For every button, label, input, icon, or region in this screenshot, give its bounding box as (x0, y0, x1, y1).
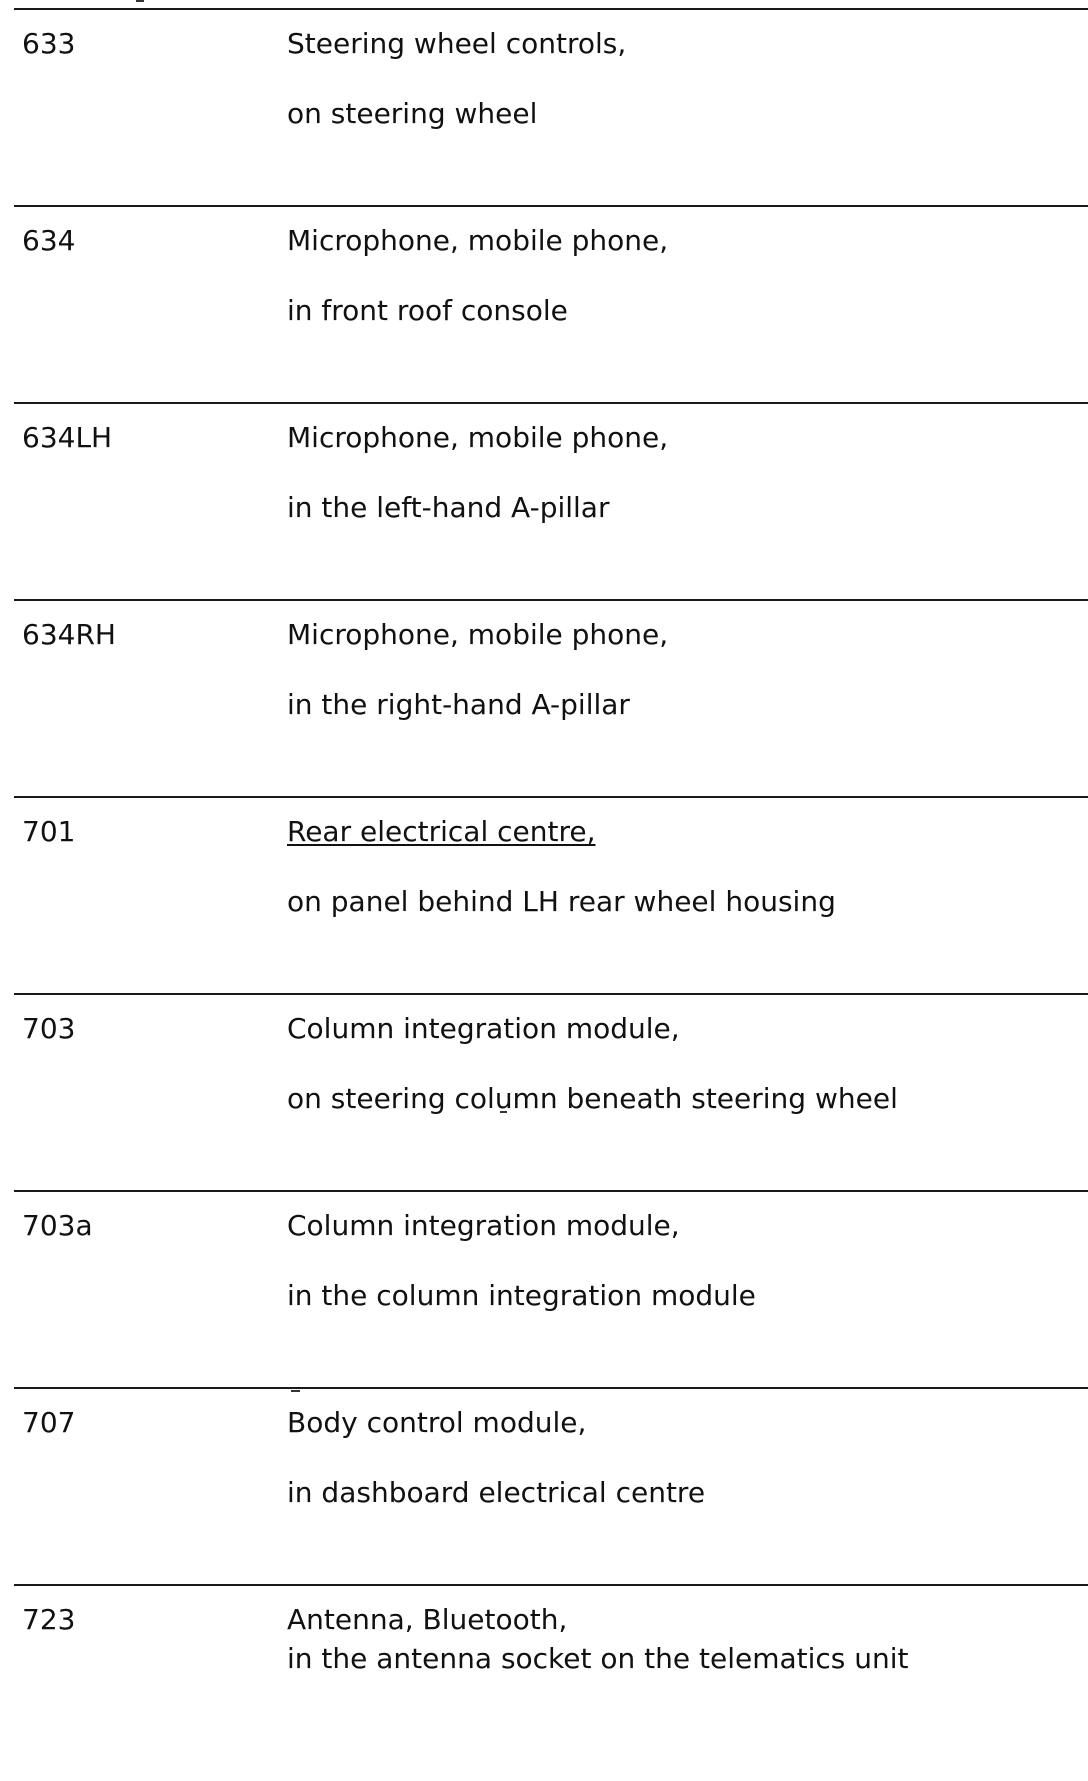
component-location: in front roof console (287, 294, 568, 327)
row-divider (14, 993, 1088, 995)
row-divider (14, 796, 1088, 798)
component-code: 701 (22, 815, 76, 848)
component-title: Column integration module, (287, 1012, 680, 1045)
table-row (0, 1190, 1088, 1387)
component-location: on steering wheel (287, 97, 538, 130)
table-row (0, 993, 1088, 1190)
scan-mark (136, 0, 144, 2)
scan-mark (291, 1390, 300, 1392)
table-row (0, 205, 1088, 402)
component-title: Microphone, mobile phone, (287, 421, 669, 454)
component-location: in the antenna socket on the telematics unit (287, 1642, 909, 1675)
row-divider (14, 8, 1088, 10)
component-title: Steering wheel controls, (287, 27, 627, 60)
component-location: on steering column beneath steering wheel (287, 1082, 898, 1115)
component-title: Microphone, mobile phone, (287, 224, 669, 257)
component-title: Column integration module, (287, 1209, 680, 1242)
component-title: Microphone, mobile phone, (287, 618, 669, 651)
row-divider (14, 1190, 1088, 1192)
component-location: in dashboard electrical centre (287, 1476, 706, 1509)
table-row (0, 1387, 1088, 1584)
table-row (0, 796, 1088, 993)
component-title: Rear electrical centre, (287, 815, 596, 848)
table-row (0, 599, 1088, 796)
component-code: 634 (22, 224, 76, 257)
table-row (0, 402, 1088, 599)
component-location: on panel behind LH rear wheel housing (287, 885, 836, 918)
component-code: 723 (22, 1603, 76, 1636)
component-code: 707 (22, 1406, 76, 1439)
component-location: in the right-hand A-pillar (287, 688, 630, 721)
component-code: 703a (22, 1209, 93, 1242)
row-divider (14, 402, 1088, 404)
component-code: 634RH (22, 618, 116, 651)
component-code: 703 (22, 1012, 76, 1045)
component-location: in the left-hand A-pillar (287, 491, 610, 524)
component-title: Body control module, (287, 1406, 587, 1439)
component-code: 634LH (22, 421, 113, 454)
component-title: Antenna, Bluetooth, (287, 1603, 568, 1636)
table-row (0, 8, 1088, 205)
scan-mark (500, 1111, 507, 1113)
row-divider (14, 1584, 1088, 1586)
component-location: in the column integration module (287, 1279, 756, 1312)
table-row (0, 1584, 1088, 1781)
component-code: 633 (22, 27, 76, 60)
row-divider (14, 205, 1088, 207)
row-divider (14, 599, 1088, 601)
row-divider (14, 1387, 1088, 1389)
